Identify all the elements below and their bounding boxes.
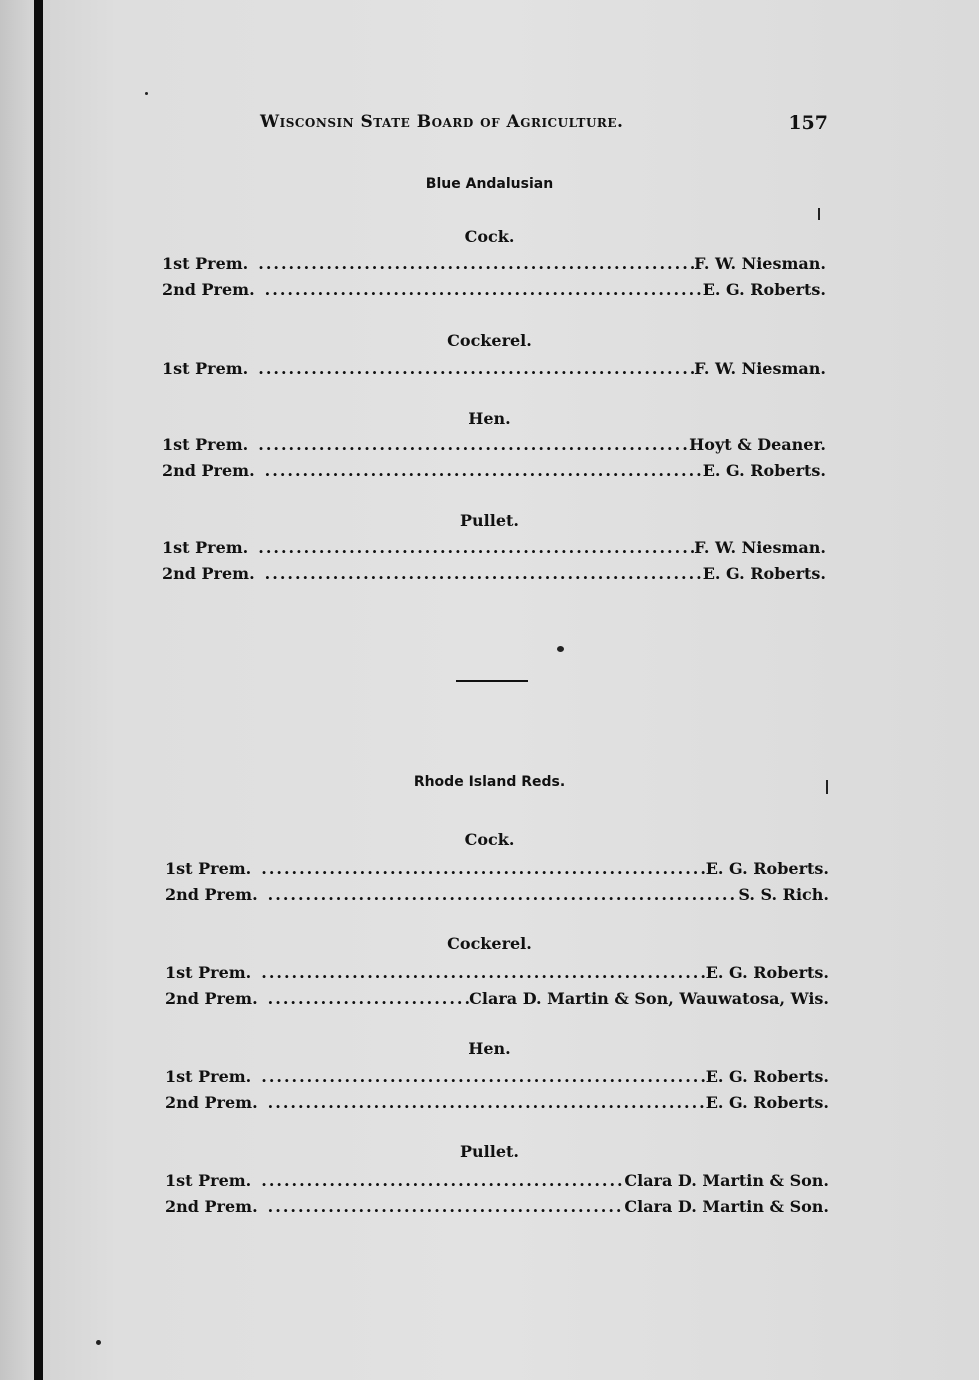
award-label: 2nd Prem. [162, 564, 255, 583]
award-row [162, 254, 826, 276]
award-winner: F. W. Niesman. [694, 254, 826, 273]
award-label: 2nd Prem. [165, 989, 258, 1008]
award-winner: F. W. Niesman. [694, 538, 826, 557]
award-winner: E. G. Roberts. [705, 963, 829, 982]
scan-speck [145, 92, 148, 95]
award-winner: Clara D. Martin & Son, Wauwatosa, Wis. [469, 989, 829, 1008]
dot-leader [268, 885, 739, 904]
book-spine-shadow [34, 0, 43, 1380]
section-title-rhode-island-reds: Rhode Island Reds. [413, 774, 566, 790]
award-row [165, 989, 829, 1011]
group-heading-hen: Hen. [468, 409, 511, 428]
scan-speck [557, 646, 564, 652]
group-heading-pullet: Pullet. [460, 1142, 519, 1161]
dot-leader [261, 1067, 705, 1086]
award-label: 1st Prem. [162, 359, 249, 378]
award-winner: E. G. Roberts. [702, 461, 826, 480]
award-row [162, 461, 826, 483]
facing-page-edge [0, 0, 34, 1380]
group-heading-cockerel: Cockerel. [447, 331, 532, 350]
award-row [165, 859, 829, 881]
dot-leader [261, 1171, 624, 1190]
dot-leader [268, 989, 470, 1008]
award-label: 2nd Prem. [165, 885, 258, 904]
award-label: 1st Prem. [165, 1067, 252, 1086]
award-row [162, 435, 826, 457]
award-label: 1st Prem. [165, 963, 252, 982]
award-winner: Clara D. Martin & Son. [624, 1197, 829, 1216]
award-label: 2nd Prem. [162, 280, 255, 299]
dot-leader [265, 564, 703, 583]
award-label: 1st Prem. [165, 1171, 252, 1190]
group-heading-cock: Cock. [464, 227, 515, 246]
award-row [165, 1067, 829, 1089]
dot-leader [268, 1197, 625, 1216]
dot-leader [258, 538, 694, 557]
running-header [160, 112, 828, 146]
award-label: 2nd Prem. [165, 1093, 258, 1112]
dot-leader [258, 435, 689, 454]
award-winner: S. S. Rich. [738, 885, 829, 904]
dot-leader [258, 254, 694, 273]
dot-leader [265, 280, 703, 299]
dot-leader [261, 963, 705, 982]
award-label: 1st Prem. [162, 435, 249, 454]
award-row [165, 1093, 829, 1115]
dot-leader [268, 1093, 706, 1112]
award-winner: E. G. Roberts. [705, 1093, 829, 1112]
award-label: 1st Prem. [162, 538, 249, 557]
award-row [165, 963, 829, 985]
group-heading-cock: Cock. [464, 830, 515, 849]
group-heading-hen: Hen. [468, 1039, 511, 1058]
dot-leader [265, 461, 703, 480]
section-divider [456, 680, 528, 682]
award-winner: Hoyt & Deaner. [689, 435, 826, 454]
award-label: 1st Prem. [162, 254, 249, 273]
scan-speck [818, 208, 820, 220]
header-title: Wisconsin State Board of Agriculture. [260, 112, 624, 132]
award-winner: E. G. Roberts. [702, 280, 826, 299]
award-winner: E. G. Roberts. [705, 859, 829, 878]
award-row [165, 885, 829, 907]
award-label: 2nd Prem. [165, 1197, 258, 1216]
award-row [162, 564, 826, 586]
group-heading-cockerel: Cockerel. [447, 934, 532, 953]
section-title-blue-andalusian: Blue Andalusian [425, 176, 554, 192]
award-row [162, 359, 826, 381]
award-row [165, 1171, 829, 1193]
award-row [162, 280, 826, 302]
dot-leader [261, 859, 705, 878]
scan-speck [826, 780, 828, 794]
award-winner: E. G. Roberts. [705, 1067, 829, 1086]
award-winner: F. W. Niesman. [694, 359, 826, 378]
award-winner: E. G. Roberts. [702, 564, 826, 583]
page-number: 157 [788, 112, 828, 134]
scan-speck [96, 1340, 101, 1345]
group-heading-pullet: Pullet. [460, 511, 519, 530]
dot-leader [258, 359, 694, 378]
award-row [165, 1197, 829, 1219]
award-row [162, 538, 826, 560]
award-label: 2nd Prem. [162, 461, 255, 480]
award-label: 1st Prem. [165, 859, 252, 878]
award-winner: Clara D. Martin & Son. [624, 1171, 829, 1190]
